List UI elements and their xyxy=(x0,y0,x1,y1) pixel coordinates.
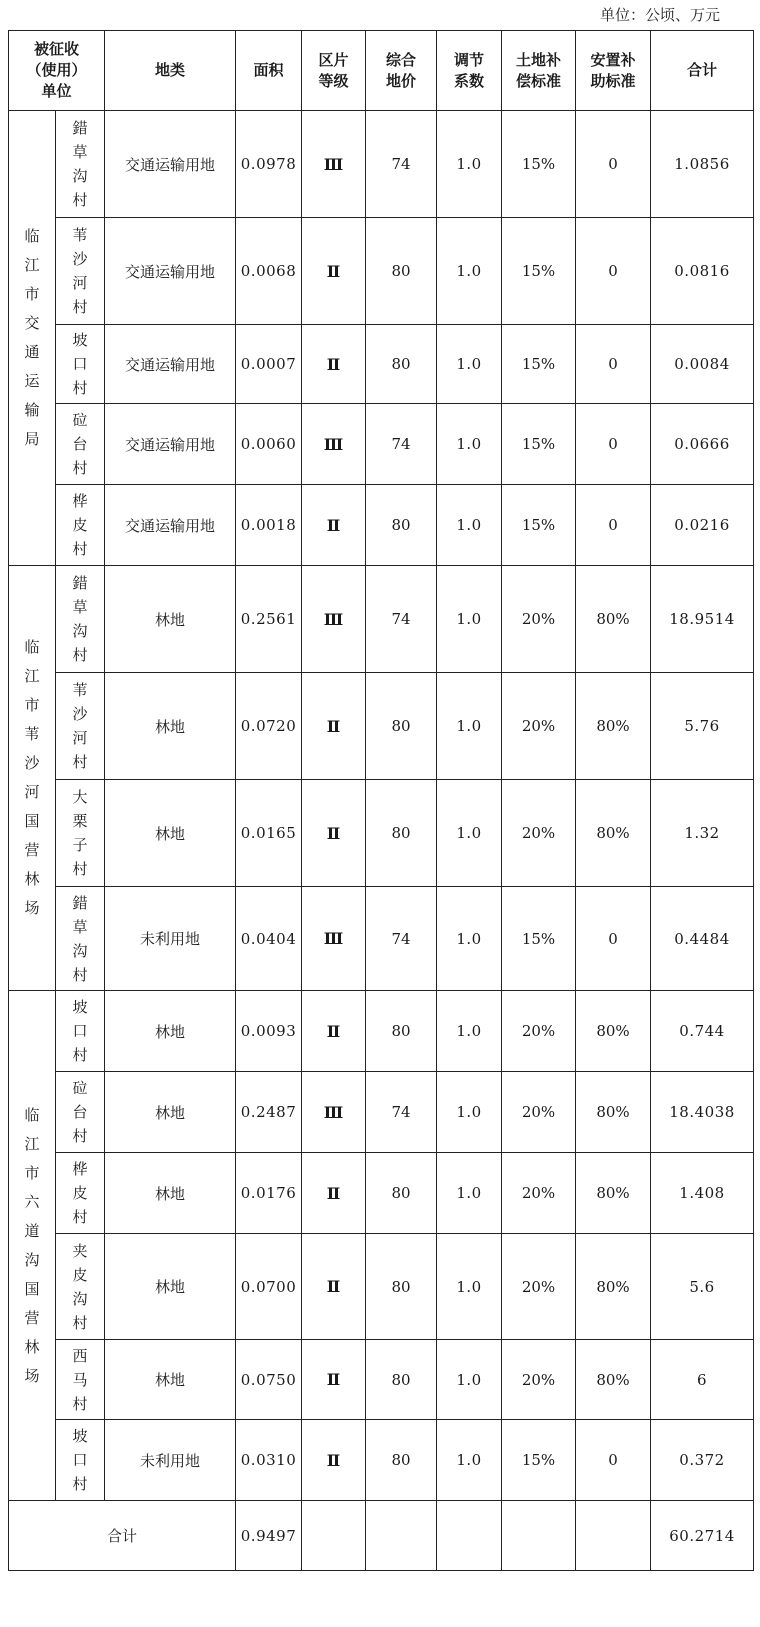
village-cell xyxy=(56,1153,105,1234)
price-cell: 80 xyxy=(366,1153,437,1234)
summary-empty-cell xyxy=(502,1501,576,1571)
table-row xyxy=(9,485,754,566)
zone-grade-cell: Ⅱ xyxy=(302,991,366,1072)
resettle-cell: 80% xyxy=(576,1340,651,1420)
price-cell: 74 xyxy=(366,887,437,991)
village-name: 錯草沟村 xyxy=(72,574,88,664)
unit-cell xyxy=(9,991,56,1501)
summary-empty-cell xyxy=(576,1501,651,1571)
table-row xyxy=(9,1072,754,1153)
table-row xyxy=(9,404,754,485)
table-row xyxy=(9,1234,754,1340)
header-resettle: 安置补 助标准 xyxy=(576,31,651,111)
total-cell: 0.4484 xyxy=(651,887,754,991)
table-row xyxy=(9,780,754,887)
price-cell: 80 xyxy=(366,1234,437,1340)
area-cell: 0.0093 xyxy=(236,991,302,1072)
coefficient-cell: 1.0 xyxy=(437,1072,502,1153)
area-cell: 0.0176 xyxy=(236,1153,302,1234)
land-comp-cell: 20% xyxy=(502,566,576,673)
village-cell xyxy=(56,325,105,404)
coefficient-cell: 1.0 xyxy=(437,1340,502,1420)
zone-grade-cell: Ⅱ xyxy=(302,673,366,780)
header-land-comp: 土地补 偿标准 xyxy=(502,31,576,111)
land-comp-cell: 15% xyxy=(502,325,576,404)
resettle-cell: 80% xyxy=(576,1072,651,1153)
village-cell xyxy=(56,887,105,991)
coefficient-cell: 1.0 xyxy=(437,485,502,566)
coefficient-cell: 1.0 xyxy=(437,887,502,991)
area-cell: 0.0060 xyxy=(236,404,302,485)
total-cell: 0.0084 xyxy=(651,325,754,404)
coefficient-cell: 1.0 xyxy=(437,673,502,780)
summary-label: 合计 xyxy=(9,1501,236,1571)
resettle-cell: 0 xyxy=(576,1420,651,1501)
table-row xyxy=(9,1153,754,1234)
land-type-cell: 交通运输用地 xyxy=(105,111,236,218)
resettle-cell: 80% xyxy=(576,1153,651,1234)
village-name: 西马村 xyxy=(72,1346,88,1413)
village-cell xyxy=(56,991,105,1072)
price-cell: 74 xyxy=(366,1072,437,1153)
total-cell: 18.9514 xyxy=(651,566,754,673)
village-cell xyxy=(56,673,105,780)
village-name: 苇沙河村 xyxy=(72,226,88,316)
village-name: 桦皮村 xyxy=(72,492,88,558)
resettle-cell: 80% xyxy=(576,991,651,1072)
compensation-table xyxy=(8,30,754,1571)
header-area: 面积 xyxy=(236,31,302,111)
land-comp-cell: 15% xyxy=(502,1420,576,1501)
zone-grade-cell: Ⅲ xyxy=(302,404,366,485)
summary-row xyxy=(9,1501,754,1571)
coefficient-cell: 1.0 xyxy=(437,1234,502,1340)
coefficient-cell: 1.0 xyxy=(437,404,502,485)
total-cell: 0.0216 xyxy=(651,485,754,566)
area-cell: 0.0404 xyxy=(236,887,302,991)
summary-empty-cell xyxy=(366,1501,437,1571)
unit-name: 临江市六道沟国营林场 xyxy=(24,1105,40,1385)
zone-grade-cell: Ⅱ xyxy=(302,1420,366,1501)
village-cell xyxy=(56,780,105,887)
resettle-cell: 80% xyxy=(576,780,651,887)
total-cell: 1.32 xyxy=(651,780,754,887)
village-name: 大栗子村 xyxy=(72,788,88,878)
village-cell xyxy=(56,566,105,673)
village-cell xyxy=(56,111,105,218)
area-cell: 0.0007 xyxy=(236,325,302,404)
land-type-cell: 林地 xyxy=(105,1234,236,1340)
village-name: 錯草沟村 xyxy=(72,893,88,984)
land-type-cell: 林地 xyxy=(105,991,236,1072)
land-type-cell: 林地 xyxy=(105,566,236,673)
zone-grade-cell: Ⅱ xyxy=(302,1234,366,1340)
unit-cell xyxy=(9,566,56,991)
header-total: 合计 xyxy=(651,31,754,111)
zone-grade-cell: Ⅱ xyxy=(302,218,366,325)
price-cell: 80 xyxy=(366,485,437,566)
village-cell xyxy=(56,1340,105,1420)
village-name: 桦皮村 xyxy=(72,1160,88,1226)
zone-grade-cell: Ⅲ xyxy=(302,566,366,673)
resettle-cell: 0 xyxy=(576,111,651,218)
land-comp-cell: 15% xyxy=(502,887,576,991)
zone-grade-cell: Ⅱ xyxy=(302,1340,366,1420)
total-cell: 18.4038 xyxy=(651,1072,754,1153)
village-cell xyxy=(56,1072,105,1153)
village-name: 坡口村 xyxy=(72,331,88,397)
table-row xyxy=(9,1420,754,1501)
area-cell: 0.0068 xyxy=(236,218,302,325)
land-comp-cell: 20% xyxy=(502,991,576,1072)
coefficient-cell: 1.0 xyxy=(437,111,502,218)
summary-empty-cell xyxy=(302,1501,366,1571)
coefficient-cell: 1.0 xyxy=(437,325,502,404)
area-cell: 0.0165 xyxy=(236,780,302,887)
total-cell: 1.0856 xyxy=(651,111,754,218)
table-row xyxy=(9,218,754,325)
unit-name: 临江市交通运输局 xyxy=(24,227,40,448)
table-row xyxy=(9,991,754,1072)
land-comp-cell: 15% xyxy=(502,111,576,218)
header-coef: 调节 系数 xyxy=(437,31,502,111)
resettle-cell: 80% xyxy=(576,673,651,780)
land-type-cell: 林地 xyxy=(105,1153,236,1234)
land-comp-cell: 20% xyxy=(502,673,576,780)
area-cell: 0.0978 xyxy=(236,111,302,218)
price-cell: 80 xyxy=(366,218,437,325)
village-name: 夹皮沟村 xyxy=(72,1241,88,1332)
header-zone: 区片 等级 xyxy=(302,31,366,111)
header-row xyxy=(9,31,754,111)
village-name: 坡口村 xyxy=(72,1427,88,1493)
village-name: 錯草沟村 xyxy=(72,119,88,209)
land-type-cell: 未利用地 xyxy=(105,887,236,991)
village-cell xyxy=(56,485,105,566)
village-cell xyxy=(56,1420,105,1501)
land-type-cell: 交通运输用地 xyxy=(105,218,236,325)
price-cell: 74 xyxy=(366,111,437,218)
village-cell xyxy=(56,218,105,325)
coefficient-cell: 1.0 xyxy=(437,218,502,325)
area-cell: 0.0018 xyxy=(236,485,302,566)
price-cell: 80 xyxy=(366,1340,437,1420)
total-cell: 0.0816 xyxy=(651,218,754,325)
area-cell: 0.0310 xyxy=(236,1420,302,1501)
zone-grade-cell: Ⅲ xyxy=(302,887,366,991)
land-comp-cell: 15% xyxy=(502,485,576,566)
area-cell: 0.0700 xyxy=(236,1234,302,1340)
header-price: 综合 地价 xyxy=(366,31,437,111)
land-type-cell: 林地 xyxy=(105,1072,236,1153)
coefficient-cell: 1.0 xyxy=(437,566,502,673)
land-type-cell: 交通运输用地 xyxy=(105,404,236,485)
land-type-cell: 未利用地 xyxy=(105,1420,236,1501)
area-cell: 0.0750 xyxy=(236,1340,302,1420)
land-comp-cell: 20% xyxy=(502,1153,576,1234)
unit-cell xyxy=(9,111,56,566)
coefficient-cell: 1.0 xyxy=(437,1153,502,1234)
coefficient-cell: 1.0 xyxy=(437,1420,502,1501)
land-type-cell: 林地 xyxy=(105,673,236,780)
price-cell: 80 xyxy=(366,1420,437,1501)
village-name: 砬台村 xyxy=(72,411,88,477)
table-row xyxy=(9,325,754,404)
land-comp-cell: 20% xyxy=(502,1072,576,1153)
village-name: 砬台村 xyxy=(72,1079,88,1145)
table-row xyxy=(9,673,754,780)
land-comp-cell: 20% xyxy=(502,780,576,887)
price-cell: 80 xyxy=(366,325,437,404)
village-name: 苇沙河村 xyxy=(72,681,88,771)
area-cell: 0.2561 xyxy=(236,566,302,673)
price-cell: 74 xyxy=(366,566,437,673)
zone-grade-cell: Ⅲ xyxy=(302,1072,366,1153)
zone-grade-cell: Ⅲ xyxy=(302,111,366,218)
land-comp-cell: 20% xyxy=(502,1340,576,1420)
resettle-cell: 0 xyxy=(576,404,651,485)
header-unit: 被征收 （使用） 单位 xyxy=(9,31,105,111)
total-cell: 6 xyxy=(651,1340,754,1420)
price-cell: 80 xyxy=(366,780,437,887)
land-type-cell: 交通运输用地 xyxy=(105,485,236,566)
land-type-cell: 林地 xyxy=(105,1340,236,1420)
resettle-cell: 80% xyxy=(576,566,651,673)
summary-area: 0.9497 xyxy=(236,1501,302,1571)
price-cell: 74 xyxy=(366,404,437,485)
area-cell: 0.0720 xyxy=(236,673,302,780)
table-row xyxy=(9,887,754,991)
coefficient-cell: 1.0 xyxy=(437,780,502,887)
village-name: 坡口村 xyxy=(72,998,88,1064)
table-row xyxy=(9,111,754,218)
village-cell xyxy=(56,1234,105,1340)
summary-total: 60.2714 xyxy=(651,1501,754,1571)
table-row xyxy=(9,566,754,673)
resettle-cell: 0 xyxy=(576,325,651,404)
total-cell: 5.76 xyxy=(651,673,754,780)
total-cell: 0.372 xyxy=(651,1420,754,1501)
unit-note: 单位：公顷、万元 xyxy=(599,6,720,24)
table-row xyxy=(9,1340,754,1420)
zone-grade-cell: Ⅱ xyxy=(302,780,366,887)
land-comp-cell: 20% xyxy=(502,1234,576,1340)
resettle-cell: 0 xyxy=(576,887,651,991)
zone-grade-cell: Ⅱ xyxy=(302,485,366,566)
coefficient-cell: 1.0 xyxy=(437,991,502,1072)
unit-name: 临江市苇沙河国营林场 xyxy=(24,638,40,917)
price-cell: 80 xyxy=(366,991,437,1072)
land-type-cell: 交通运输用地 xyxy=(105,325,236,404)
summary-empty-cell xyxy=(437,1501,502,1571)
resettle-cell: 0 xyxy=(576,485,651,566)
village-cell xyxy=(56,404,105,485)
header-land-type: 地类 xyxy=(105,31,236,111)
total-cell: 1.408 xyxy=(651,1153,754,1234)
land-comp-cell: 15% xyxy=(502,404,576,485)
land-type-cell: 林地 xyxy=(105,780,236,887)
total-cell: 5.6 xyxy=(651,1234,754,1340)
total-cell: 0.0666 xyxy=(651,404,754,485)
resettle-cell: 80% xyxy=(576,1234,651,1340)
zone-grade-cell: Ⅱ xyxy=(302,325,366,404)
total-cell: 0.744 xyxy=(651,991,754,1072)
zone-grade-cell: Ⅱ xyxy=(302,1153,366,1234)
resettle-cell: 0 xyxy=(576,218,651,325)
area-cell: 0.2487 xyxy=(236,1072,302,1153)
land-comp-cell: 15% xyxy=(502,218,576,325)
price-cell: 80 xyxy=(366,673,437,780)
